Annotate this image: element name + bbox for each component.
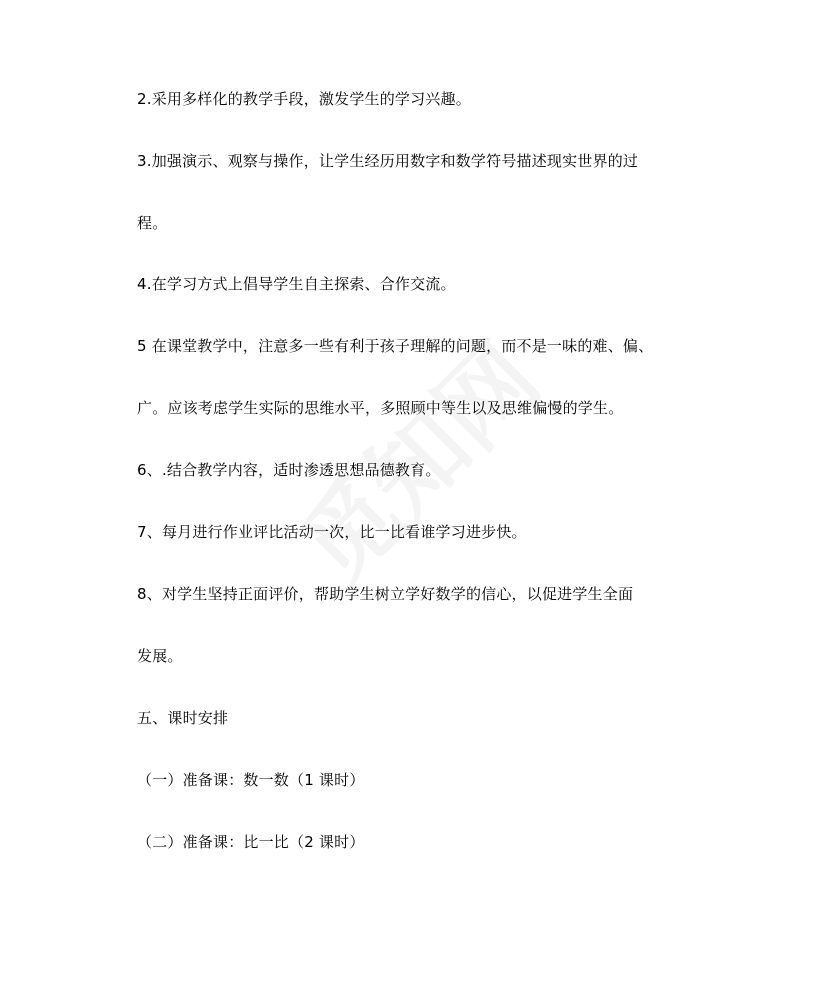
list-item: （一）准备课：数一数（1 课时）	[137, 771, 365, 789]
paragraph-line: 发展。	[137, 647, 183, 665]
paragraph-line: 8、对学生坚持正面评价，帮助学生树立学好数学的信心，以促进学生全面	[137, 585, 634, 603]
paragraph-line: 4.在学习方式上倡导学生自主探索、合作交流。	[137, 275, 456, 293]
paragraph-line: 程。	[137, 214, 168, 232]
paragraph-line: 广。应该考虑学生实际的思维水平，多照顾中等生以及思维偏慢的学生。	[137, 399, 624, 417]
list-item: （二）准备课：比一比（2 课时）	[137, 833, 365, 851]
paragraph-line: 2.采用多样化的教学手段，激发学生的学习兴趣。	[137, 90, 471, 108]
paragraph-line: 7、每月进行作业评比活动一次，比一比看谁学习进步快。	[137, 523, 527, 541]
paragraph-line: 6、.结合教学内容，适时渗透思想品德教育。	[137, 461, 441, 479]
paragraph-line: 3.加强演示、观察与操作，让学生经历用数字和数学符号描述现实世界的过	[137, 152, 639, 170]
paragraph-line: 5 在课堂教学中，注意多一些有利于孩子理解的问题，而不是一味的难、偏、	[137, 337, 654, 355]
section-heading: 五、课时安排	[137, 709, 229, 727]
